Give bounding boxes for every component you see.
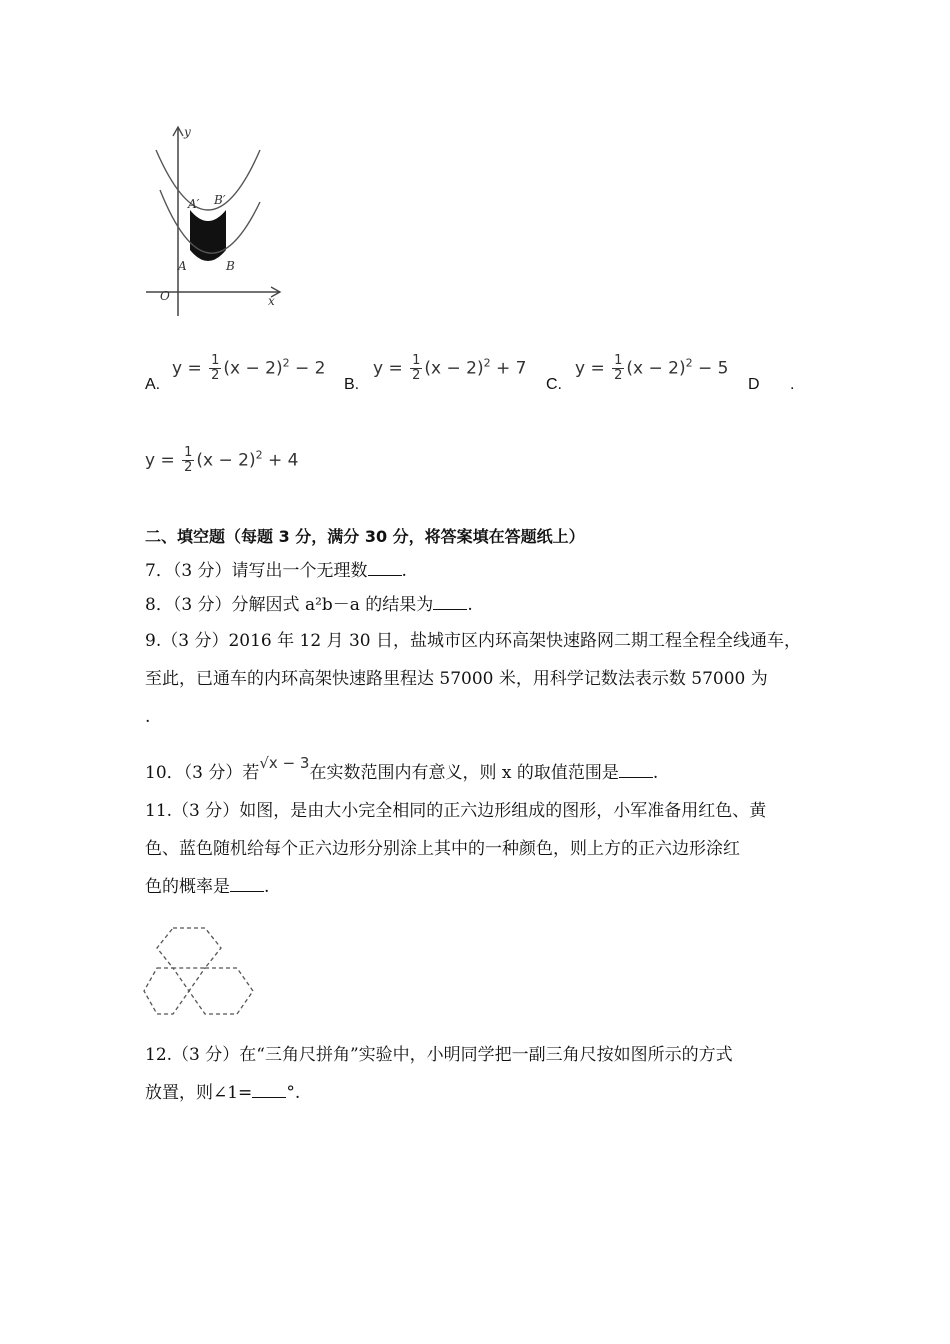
answer-blank	[619, 761, 653, 778]
hexagon-figure	[140, 922, 260, 1028]
upper-parabola	[156, 150, 260, 210]
option-a-formula: y = $\frac{1}{2}$ $(x - 2)^2 - 2$	[172, 353, 326, 383]
point-a-label: A	[178, 259, 187, 273]
option-c-letter: C.	[546, 376, 562, 393]
option-b-letter: B.	[344, 376, 360, 393]
question-11-line-1: 11.（3 分）如图，是由大小完全相同的正六边形组成的图形，小军准备用红色、黄	[145, 801, 767, 821]
answer-blank	[433, 593, 467, 610]
sqrt-expression: √x − 3	[259, 754, 310, 772]
y-axis-label: y	[184, 125, 191, 139]
bottom-right-hexagon	[189, 968, 253, 1014]
point-b-label: B	[226, 259, 235, 273]
question-11-line-3: 色的概率是 .	[145, 877, 270, 897]
question-8: 8．（3 分）分解因式 a²b－a 的结果为 .	[145, 595, 473, 615]
option-d-letter: D	[748, 376, 760, 393]
point-a-prime-label: A′	[188, 197, 200, 211]
question-10: 10．（3 分）若√x − 3在实数范围内有意义，则 x 的取值范围是 .	[145, 754, 659, 783]
option-c-formula: y = $\frac{1}{2}$ $(x - 2)^2 - 5$	[575, 353, 729, 383]
point-b-prime-label: B′	[214, 193, 226, 207]
option-b-formula: y = $\frac{1}{2}$ $(x - 2)^2 + 7$	[373, 353, 527, 383]
question-7: 7．（3 分）请写出一个无理数 .	[145, 561, 407, 581]
bottom-left-hexagon	[144, 968, 189, 1014]
answer-blank	[252, 1081, 286, 1098]
question-12-line-2: 放置，则∠1= °.	[145, 1083, 301, 1103]
question-9-line-2: 至此，已通车的内环高架快速路里程达 57000 米，用科学记数法表示数 57000 为	[145, 669, 768, 689]
top-hexagon	[157, 928, 221, 968]
answer-blank	[230, 875, 264, 892]
question-9-line-3: .	[145, 707, 151, 727]
parabola-graph	[140, 120, 290, 320]
option-d-dot: .	[790, 376, 795, 393]
option-a-letter: A.	[145, 376, 161, 393]
question-9-line-1: 9.（3 分）2016 年 12 月 30 日，盐城市区内环高架快速路网二期工程全程全线通车，	[145, 631, 801, 651]
answer-blank	[368, 559, 402, 576]
section-heading: 二、填空题（每题 3 分，满分 30 分，将答案填在答题纸上）	[145, 527, 585, 546]
question-12-line-1: 12.（3 分）在“三角尺拼角”实验中，小明同学把一副三角尺按如图所示的方式	[145, 1045, 733, 1065]
origin-label: O	[160, 289, 170, 303]
question-11-line-2: 色、蓝色随机给每个正六边形分别涂上其中的一种颜色，则上方的正六边形涂红	[145, 839, 740, 859]
option-d-formula: y = $\frac{1}{2}$ $(x - 2)^2 + 4$	[145, 445, 299, 475]
x-axis-label: x	[268, 294, 275, 308]
